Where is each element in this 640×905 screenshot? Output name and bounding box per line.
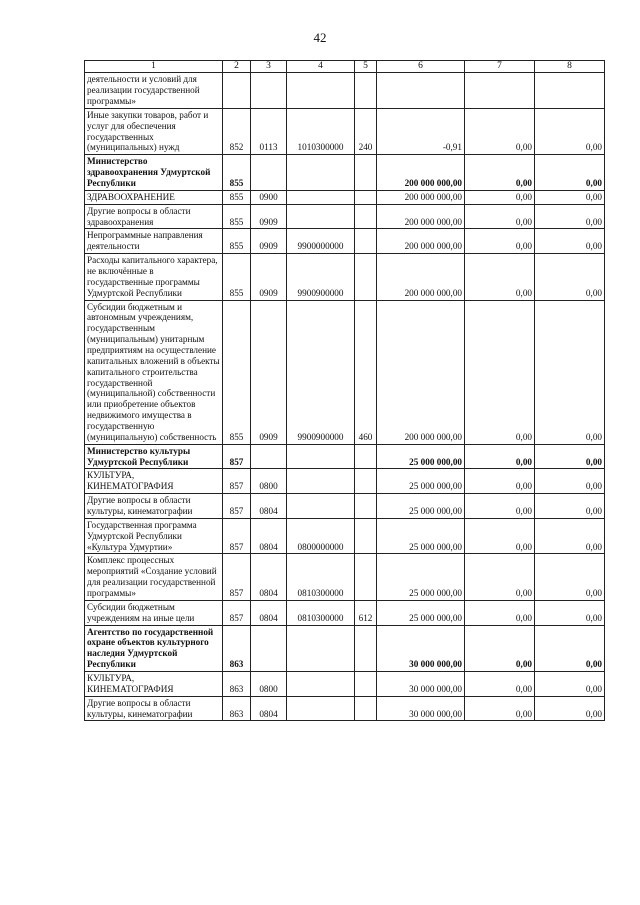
row-amount-col8: 0,00 <box>535 108 605 154</box>
row-section-code: 0900 <box>251 190 287 204</box>
col-header-4: 4 <box>287 61 355 73</box>
row-amount-col8: 0,00 <box>535 518 605 554</box>
row-section-code: 0804 <box>251 696 287 721</box>
row-amount-col8: 0,00 <box>535 554 605 600</box>
row-expense-type <box>355 469 377 494</box>
row-amount-col7 <box>465 73 535 109</box>
table-row <box>85 300 605 444</box>
row-expense-type <box>355 625 377 671</box>
row-amount-col7: 0,00 <box>465 108 535 154</box>
row-target-code <box>287 155 355 191</box>
row-ministry-code: 863 <box>223 696 251 721</box>
row-amount-col6: 25 000 000,00 <box>377 600 465 625</box>
row-amount-col7: 0,00 <box>465 494 535 519</box>
col-header-8: 8 <box>535 61 605 73</box>
row-section-code: 0804 <box>251 494 287 519</box>
row-amount-col8: 0,00 <box>535 155 605 191</box>
row-ministry-code: 857 <box>223 444 251 469</box>
table-row <box>85 672 605 697</box>
row-amount-col6: 200 000 000,00 <box>377 190 465 204</box>
row-amount-col7: 0,00 <box>465 469 535 494</box>
table-row <box>85 696 605 721</box>
column-number-row <box>85 61 605 73</box>
row-amount-col8: 0,00 <box>535 444 605 469</box>
row-amount-col8: 0,00 <box>535 300 605 444</box>
table-row <box>85 155 605 191</box>
col-header-2: 2 <box>223 61 251 73</box>
row-expense-type: 240 <box>355 108 377 154</box>
row-amount-col6: 200 000 000,00 <box>377 155 465 191</box>
table-row <box>85 469 605 494</box>
row-expense-type: 460 <box>355 300 377 444</box>
row-amount-col8: 0,00 <box>535 494 605 519</box>
row-amount-col7: 0,00 <box>465 696 535 721</box>
row-amount-col6: 200 000 000,00 <box>377 300 465 444</box>
row-ministry-code <box>223 73 251 109</box>
row-ministry-code: 855 <box>223 300 251 444</box>
table-row <box>85 108 605 154</box>
row-name: Другие вопросы в области культуры, кинематографии <box>85 494 223 519</box>
row-section-code: 0804 <box>251 518 287 554</box>
col-header-7: 7 <box>465 61 535 73</box>
row-amount-col6: 200 000 000,00 <box>377 229 465 254</box>
row-amount-col8: 0,00 <box>535 600 605 625</box>
row-amount-col7: 0,00 <box>465 672 535 697</box>
row-amount-col7: 0,00 <box>465 254 535 300</box>
row-section-code: 0113 <box>251 108 287 154</box>
table-row <box>85 518 605 554</box>
row-target-code <box>287 73 355 109</box>
row-amount-col6: -0,91 <box>377 108 465 154</box>
row-amount-col7: 0,00 <box>465 155 535 191</box>
table-row <box>85 444 605 469</box>
row-name: ЗДРАВООХРАНЕНИЕ <box>85 190 223 204</box>
row-name: Непрограммные направления деятельности <box>85 229 223 254</box>
row-amount-col8: 0,00 <box>535 672 605 697</box>
row-expense-type <box>355 494 377 519</box>
row-ministry-code: 857 <box>223 600 251 625</box>
row-amount-col7: 0,00 <box>465 600 535 625</box>
col-header-1: 1 <box>85 61 223 73</box>
row-target-code <box>287 696 355 721</box>
row-amount-col6: 200 000 000,00 <box>377 204 465 229</box>
row-target-code <box>287 190 355 204</box>
col-header-3: 3 <box>251 61 287 73</box>
row-ministry-code: 857 <box>223 554 251 600</box>
row-target-code <box>287 625 355 671</box>
row-ministry-code: 855 <box>223 155 251 191</box>
row-amount-col6: 25 000 000,00 <box>377 554 465 600</box>
row-amount-col7: 0,00 <box>465 625 535 671</box>
row-ministry-code: 857 <box>223 469 251 494</box>
table-row <box>85 204 605 229</box>
table-row <box>85 254 605 300</box>
row-ministry-code: 855 <box>223 254 251 300</box>
row-section-code <box>251 155 287 191</box>
row-name: Субсидии бюджетным и автономным учреждениям, государственным (муниципальным) унитарным предприятиям на осуществление капитальных вложений в объекты капитального строительства государственной (муниципальной) собственности или приобретение объектов недвижимого имущества в государственную (муниципальную) собственность <box>85 300 223 444</box>
row-target-code: 9900000000 <box>287 229 355 254</box>
row-name: Комплекс процессных мероприятий «Создание условий для реализации государственной программы» <box>85 554 223 600</box>
table-header <box>85 61 605 73</box>
row-ministry-code: 863 <box>223 625 251 671</box>
page-number: 42 <box>313 30 327 45</box>
row-expense-type <box>355 155 377 191</box>
row-target-code: 9900900000 <box>287 300 355 444</box>
row-amount-col6: 30 000 000,00 <box>377 696 465 721</box>
row-target-code: 9900900000 <box>287 254 355 300</box>
row-section-code <box>251 73 287 109</box>
table-row <box>85 494 605 519</box>
row-ministry-code: 855 <box>223 229 251 254</box>
row-name: Министерство здравоохранения Удмуртской Республики <box>85 155 223 191</box>
row-section-code <box>251 625 287 671</box>
col-header-6: 6 <box>377 61 465 73</box>
row-amount-col7: 0,00 <box>465 300 535 444</box>
row-name: Субсидии бюджетным учреждениям на иные цели <box>85 600 223 625</box>
row-expense-type <box>355 672 377 697</box>
row-name: Министерство культуры Удмуртской Республики <box>85 444 223 469</box>
row-expense-type <box>355 204 377 229</box>
row-name: КУЛЬТУРА, КИНЕМАТОГРАФИЯ <box>85 672 223 697</box>
row-expense-type <box>355 229 377 254</box>
row-amount-col7: 0,00 <box>465 229 535 254</box>
row-target-code <box>287 469 355 494</box>
row-target-code: 1010300000 <box>287 108 355 154</box>
row-expense-type <box>355 696 377 721</box>
row-section-code: 0909 <box>251 254 287 300</box>
row-section-code: 0804 <box>251 554 287 600</box>
row-ministry-code: 855 <box>223 204 251 229</box>
row-name: КУЛЬТУРА, КИНЕМАТОГРАФИЯ <box>85 469 223 494</box>
row-name: деятельности и условий для реализации государственной программы» <box>85 73 223 109</box>
row-section-code: 0804 <box>251 600 287 625</box>
row-section-code: 0800 <box>251 672 287 697</box>
row-target-code: 0810300000 <box>287 600 355 625</box>
row-amount-col8: 0,00 <box>535 229 605 254</box>
row-amount-col8: 0,00 <box>535 696 605 721</box>
row-target-code: 0810300000 <box>287 554 355 600</box>
row-amount-col6 <box>377 73 465 109</box>
row-amount-col7: 0,00 <box>465 444 535 469</box>
table-row <box>85 554 605 600</box>
row-amount-col8: 0,00 <box>535 625 605 671</box>
row-section-code: 0909 <box>251 204 287 229</box>
row-section-code: 0909 <box>251 229 287 254</box>
row-amount-col7: 0,00 <box>465 190 535 204</box>
row-expense-type <box>355 518 377 554</box>
table-row <box>85 600 605 625</box>
row-amount-col6: 30 000 000,00 <box>377 625 465 671</box>
budget-table <box>84 60 605 721</box>
table-row <box>85 229 605 254</box>
row-expense-type <box>355 554 377 600</box>
row-target-code <box>287 494 355 519</box>
row-name: Государственная программа Удмуртской Республики «Культура Удмуртии» <box>85 518 223 554</box>
row-amount-col6: 25 000 000,00 <box>377 518 465 554</box>
row-ministry-code: 857 <box>223 518 251 554</box>
row-amount-col8 <box>535 73 605 109</box>
row-section-code: 0800 <box>251 469 287 494</box>
row-expense-type <box>355 190 377 204</box>
row-target-code <box>287 204 355 229</box>
row-name: Иные закупки товаров, работ и услуг для обеспечения государственных (муниципальных) нужд <box>85 108 223 154</box>
row-expense-type <box>355 444 377 469</box>
row-amount-col6: 25 000 000,00 <box>377 494 465 519</box>
row-amount-col8: 0,00 <box>535 204 605 229</box>
table-row <box>85 190 605 204</box>
row-amount-col7: 0,00 <box>465 518 535 554</box>
row-amount-col6: 30 000 000,00 <box>377 672 465 697</box>
row-expense-type: 612 <box>355 600 377 625</box>
row-amount-col6: 25 000 000,00 <box>377 444 465 469</box>
table-row <box>85 73 605 109</box>
row-expense-type <box>355 254 377 300</box>
row-target-code <box>287 672 355 697</box>
row-amount-col6: 200 000 000,00 <box>377 254 465 300</box>
row-section-code: 0909 <box>251 300 287 444</box>
row-ministry-code: 855 <box>223 190 251 204</box>
row-section-code <box>251 444 287 469</box>
col-header-5: 5 <box>355 61 377 73</box>
row-amount-col8: 0,00 <box>535 190 605 204</box>
row-name: Другие вопросы в области культуры, кинематографии <box>85 696 223 721</box>
row-ministry-code: 857 <box>223 494 251 519</box>
row-amount-col7: 0,00 <box>465 204 535 229</box>
table-body <box>85 73 605 721</box>
row-name: Агентство по государственной охране объектов культурного наследия Удмуртской Республики <box>85 625 223 671</box>
row-expense-type <box>355 73 377 109</box>
row-amount-col6: 25 000 000,00 <box>377 469 465 494</box>
row-ministry-code: 852 <box>223 108 251 154</box>
row-name: Расходы капитального характера, не включённые в государственные программы Удмуртской Республики <box>85 254 223 300</box>
row-amount-col8: 0,00 <box>535 254 605 300</box>
row-target-code <box>287 444 355 469</box>
row-ministry-code: 863 <box>223 672 251 697</box>
row-amount-col7: 0,00 <box>465 554 535 600</box>
table-row <box>85 625 605 671</box>
row-name: Другие вопросы в области здравоохранения <box>85 204 223 229</box>
row-target-code: 0800000000 <box>287 518 355 554</box>
row-amount-col8: 0,00 <box>535 469 605 494</box>
